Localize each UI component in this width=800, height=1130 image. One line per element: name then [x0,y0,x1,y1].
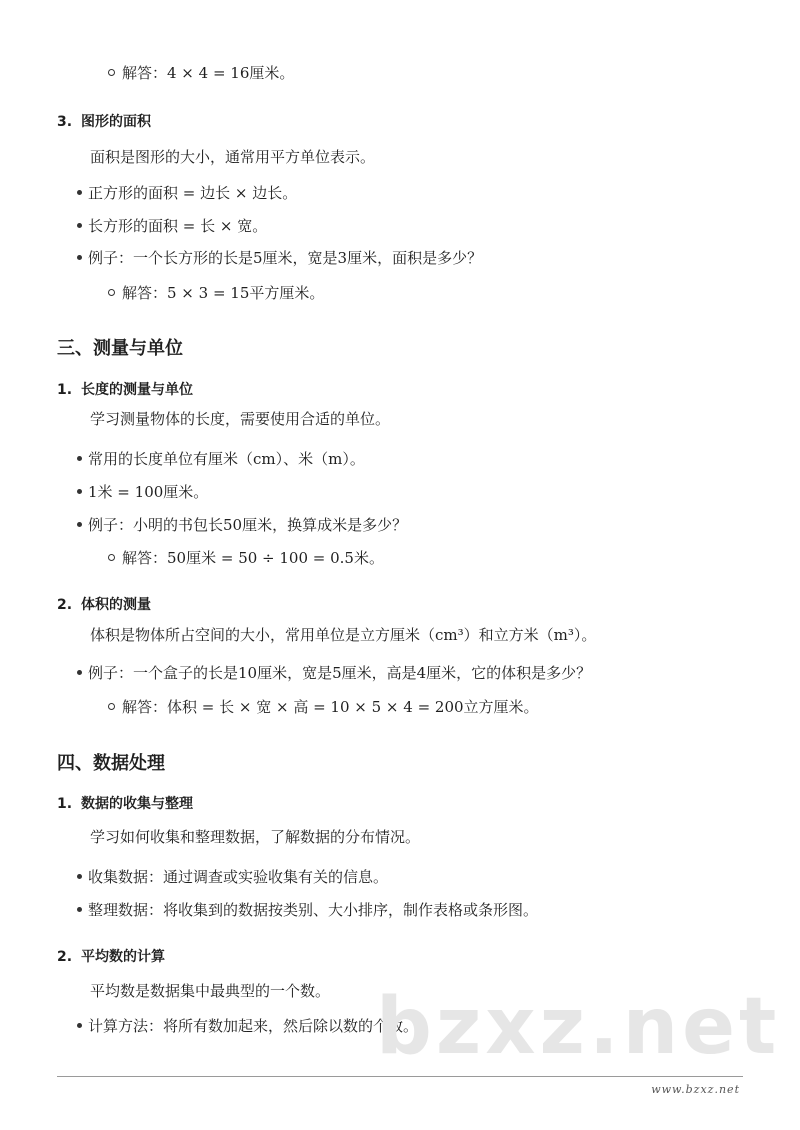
section-heading-text: 三、测量与单位 [57,338,183,359]
watermark: bzxz.net [376,982,781,1072]
list-item [77,518,407,533]
circle-bullet-icon [108,554,115,561]
subsection-title: 平均数的计算 [81,949,165,965]
list-item-text: 长方形的面积 = 长 × 宽。 [88,217,268,235]
sub-list-item [108,551,384,566]
list-item [77,251,482,266]
subsection-number: 1. [57,382,73,398]
list-item-text: 例子：一个长方形的长是5厘米，宽是3厘米，面积是多少？ [88,249,483,267]
subsection-number: 1. [57,796,73,812]
circle-bullet-icon [108,289,115,296]
paragraph: 平均数是数据集中最典型的一个数。 [90,982,331,1000]
subsection-title: 数据的收集与整理 [81,796,193,812]
sub-list-item [108,286,324,301]
paragraph: 学习测量物体的长度，需要使用合适的单位。 [90,410,391,428]
list-item-text: 整理数据：将收集到的数据按类别、大小排序，制作表格或条形图。 [88,901,539,919]
paragraph: 学习如何收集和整理数据，了解数据的分布情况。 [90,828,421,846]
list-item [77,485,208,500]
list-item-text: 解答：体积 = 长 × 宽 × 高 = 10 × 5 × 4 = 200立方厘米。 [122,698,539,716]
list-item-text: 解答：50厘米 = 50 ÷ 100 = 0.5米。 [122,549,384,567]
circle-bullet-icon [108,69,115,76]
list-item [77,186,297,201]
footer-divider [57,1076,743,1077]
bullet-icon [77,489,82,494]
list-item-text: 例子：小明的书包长50厘米，换算成米是多少？ [88,516,408,534]
list-item-text: 1米 = 100厘米。 [88,483,209,501]
subsection-title: 图形的面积 [81,114,151,130]
subsection-heading [57,598,151,612]
sub-list-item [108,700,539,715]
subsection-heading [57,950,165,964]
list-item-text: 收集数据：通过调查或实验收集有关的信息。 [88,868,389,886]
subsection-number: 2. [57,949,73,965]
bullet-icon [77,670,82,675]
circle-bullet-icon [108,703,115,710]
list-item [77,903,538,918]
section-heading [57,755,165,773]
list-item [77,219,267,234]
subsection-title: 长度的测量与单位 [81,382,193,398]
subsection-number: 3. [57,114,73,130]
bullet-icon [77,255,82,260]
subsection-number: 2. [57,597,73,613]
list-item-text: 例子：一个盒子的长是10厘米，宽是5厘米，高是4厘米，它的体积是多少？ [88,664,592,682]
sub-list-item [108,66,294,81]
list-item [77,870,388,885]
list-item [77,1019,418,1034]
paragraph: 体积是物体所占空间的大小，常用单位是立方厘米（cm³）和立方米（m³）。 [90,626,597,644]
list-item-text: 正方形的面积 = 边长 × 边长。 [88,184,298,202]
subsection-heading [57,115,151,129]
bullet-icon [77,223,82,228]
bullet-icon [77,190,82,195]
subsection-heading [57,797,193,811]
section-heading [57,340,183,358]
section-heading-text: 四、数据处理 [57,753,165,774]
bullet-icon [77,907,82,912]
list-item-text: 解答：4 × 4 = 16厘米。 [122,64,295,82]
bullet-icon [77,874,82,879]
bullet-icon [77,1023,82,1028]
paragraph: 面积是图形的大小，通常用平方单位表示。 [90,148,376,166]
list-item [77,666,591,681]
bullet-icon [77,456,82,461]
subsection-heading [57,383,193,397]
list-item-text: 计算方法：将所有数加起来，然后除以数的个数。 [88,1017,419,1035]
bullet-icon [77,522,82,527]
subsection-title: 体积的测量 [81,597,151,613]
footer-url: www.bzxz.net [651,1083,740,1096]
list-item-text: 解答：5 × 3 = 15平方厘米。 [122,284,325,302]
list-item-text: 常用的长度单位有厘米（cm）、米（m）。 [88,450,365,468]
list-item [77,452,365,467]
